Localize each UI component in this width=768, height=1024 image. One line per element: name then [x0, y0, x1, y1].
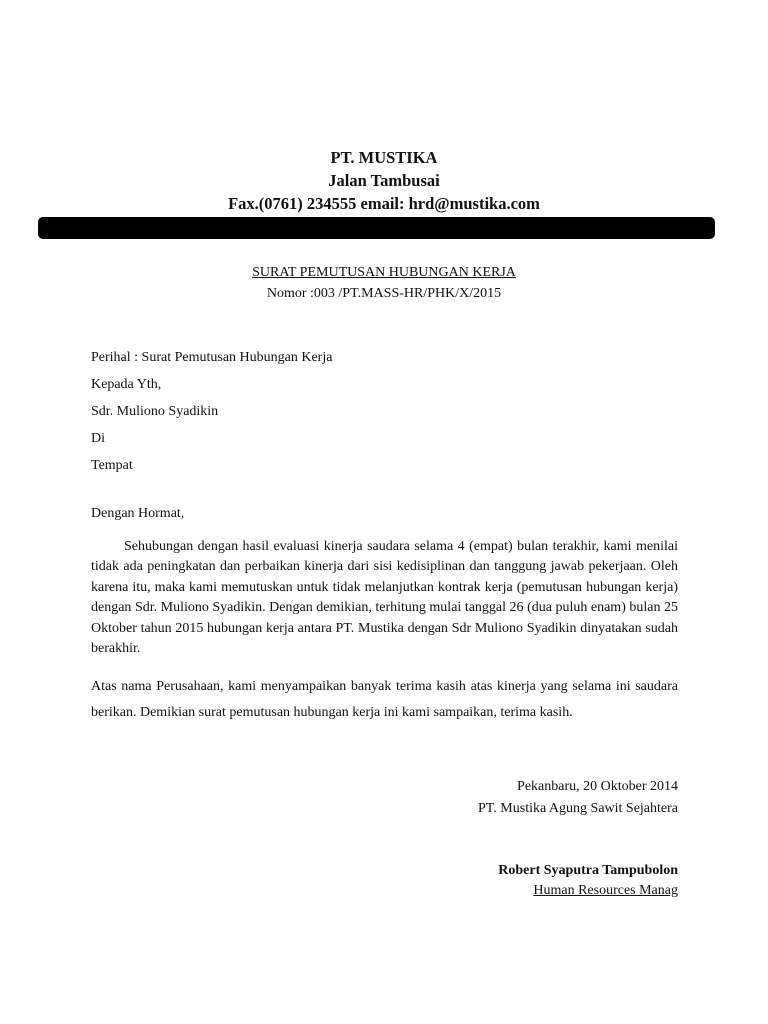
- company-name: PT. MUSTIKA: [330, 148, 438, 167]
- recipient-salutation: Kepada Yth,: [91, 377, 162, 392]
- letter-subject: Perihal : Surat Pemutusan Hubungan Kerja: [91, 350, 333, 365]
- letterhead-divider: [38, 217, 715, 239]
- signer-name: Robert Syaputra Tampubolon: [498, 863, 678, 878]
- company-address: Jalan Tambusai: [328, 171, 440, 190]
- place-date: Pekanbaru, 20 Oktober 2014: [517, 779, 678, 794]
- recipient-name: Sdr. Muliono Syadikin: [91, 404, 219, 419]
- body-paragraph-2: Atas nama Perusahaan, kami menyampaikan banyak terima kasih atas kinerja yang selama ini saudara berikan. Demikian surat pemutusan hubungan kerja ini kami sampaikan, terima kasih.: [91, 679, 678, 720]
- recipient-place: Tempat: [91, 458, 133, 473]
- body-paragraph-1: Sehubungan dengan hasil evaluasi kinerja saudara selama 4 (empat) bulan terakhir, kami menilai tidak ada peningkatan dan perbaikan kinerja dari sisi kedisiplinan dan tanggung jawab pekerjaan. Oleh karena itu, maka kami memutuskan untuk tidak melanjutkan kontrak kerja (pemutusan hubungan kerja) dengan Sdr. Muliono Syadikin. Dengan demikian, terhitung mulai tanggal 26 (dua puluh enam) bulan 25 Oktober tahun 2015 hubungan kerja antara PT. Mustika dengan Sdr Muliono Syadikin dinyatakan sudah berakhir.: [91, 539, 678, 657]
- recipient-di: Di: [91, 431, 105, 446]
- company-contact: Fax.(0761) 234555 email: hrd@mustika.com: [228, 194, 540, 213]
- greeting: Dengan Hormat,: [91, 506, 185, 521]
- letter-number: Nomor :003 /PT.MASS-HR/PHK/X/2015: [266, 286, 502, 301]
- letter-title: SURAT PEMUTUSAN HUBUNGAN KERJA: [252, 265, 516, 280]
- letterhead: [0, 146, 768, 215]
- letter-title-block: [0, 262, 768, 304]
- signer-position: Human Resources Manag: [533, 883, 678, 898]
- company-full-name: PT. Mustika Agung Sawit Sejahtera: [478, 801, 678, 816]
